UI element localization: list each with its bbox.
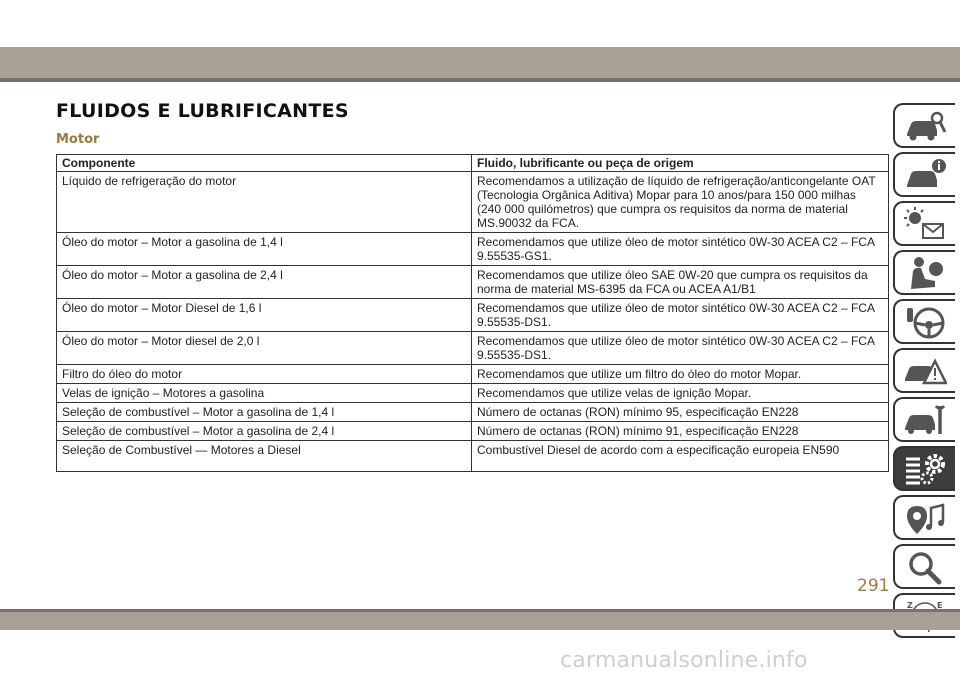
tab-info[interactable] <box>893 152 955 197</box>
table-row <box>57 422 889 441</box>
table-row <box>57 172 889 233</box>
fluid-cell: Número de octanas (RON) mínimo 91, especificação EN228 <box>472 422 889 441</box>
table-row <box>57 365 889 384</box>
page-title: FLUIDOS E LUBRIFICANTES <box>56 100 349 122</box>
tab-driving[interactable] <box>893 299 955 344</box>
table-row <box>57 384 889 403</box>
component-cell: Seleção de combustível – Motor a gasolina de 1,4 l <box>57 403 472 422</box>
page-number: 291 <box>857 576 890 596</box>
warning-light-message-icon <box>903 206 947 242</box>
column-header-component: Componente <box>57 155 472 172</box>
car-wrench-icon <box>903 402 947 438</box>
fluid-cell: Recomendamos que utilize um filtro do óleo do motor Mopar. <box>472 365 889 384</box>
tab-emergency[interactable] <box>893 348 955 393</box>
seat-airbag-icon <box>903 255 947 291</box>
fluid-cell: Combustível Diesel de acordo com a especificação europeia EN590 <box>472 441 889 472</box>
search-icon <box>903 549 947 585</box>
component-cell: Óleo do motor – Motor a gasolina de 2,4 l <box>57 266 472 299</box>
fluids-table <box>56 154 889 472</box>
car-info-icon <box>903 157 947 193</box>
header-band <box>0 47 960 78</box>
fluid-cell: Recomendamos que utilize óleo de motor sintético 0W-30 ACEA C2 – FCA 9.55535-GS1. <box>472 233 889 266</box>
component-cell: Velas de ignição – Motores a gasolina <box>57 384 472 403</box>
svg-text:Z: Z <box>907 600 913 610</box>
specs-gear-icon <box>903 451 947 487</box>
media-navigation-icon <box>903 500 947 536</box>
footer-band <box>0 612 960 630</box>
component-cell: Seleção de Combustível — Motores a Diesel <box>57 441 472 472</box>
table-header-row <box>57 155 889 172</box>
table-row <box>57 441 889 472</box>
fluid-cell: Recomendamos a utilização de líquido de refrigeração/anticongelante OAT (Tecnologia Orgânica Aditiva) Mopar para 10 anos/para 150 000 milhas (240 000 quilómetros) que cumpra os requisitos da norma de material MS.90032 da FCA. <box>472 172 889 233</box>
tab-controls[interactable] <box>893 103 955 148</box>
svg-text:E: E <box>937 600 943 610</box>
fluid-cell: Recomendamos que utilize velas de ignição Mopar. <box>472 384 889 403</box>
car-warning-triangle-icon <box>903 353 947 389</box>
component-cell: Óleo do motor – Motor a gasolina de 1,4 l <box>57 233 472 266</box>
table-row <box>57 403 889 422</box>
fluid-cell: Recomendamos que utilize óleo SAE 0W-20 que cumpra os requisitos da norma de material MS-6395 da FCA ou ACEA A1/B1 <box>472 266 889 299</box>
tab-safety[interactable] <box>893 250 955 295</box>
component-cell: Óleo do motor – Motor diesel de 2,0 l <box>57 332 472 365</box>
fluid-cell: Recomendamos que utilize óleo de motor sintético 0W-30 ACEA C2 – FCA 9.55535-DS1. <box>472 299 889 332</box>
header-divider <box>0 78 960 82</box>
tab-search[interactable] <box>893 544 955 589</box>
chapter-tabs <box>893 103 960 642</box>
component-cell: Filtro do óleo do motor <box>57 365 472 384</box>
component-cell: Seleção de combustível – Motor a gasolina de 2,4 l <box>57 422 472 441</box>
component-cell: Líquido de refrigeração do motor <box>57 172 472 233</box>
tab-multimedia[interactable] <box>893 495 955 540</box>
tab-servicing[interactable] <box>893 397 955 442</box>
tab-warnings[interactable] <box>893 201 955 246</box>
fluid-cell: Número de octanas (RON) mínimo 95, especificação EN228 <box>472 403 889 422</box>
tab-technical-specs[interactable] <box>893 446 955 491</box>
component-cell: Óleo do motor – Motor Diesel de 1,6 l <box>57 299 472 332</box>
table-row <box>57 332 889 365</box>
fluid-cell: Recomendamos que utilize óleo de motor sintético 0W-30 ACEA C2 – FCA 9.55535-DS1. <box>472 332 889 365</box>
steering-wheel-icon <box>903 304 947 340</box>
table-row <box>57 233 889 266</box>
section-subtitle: Motor <box>56 132 100 147</box>
car-key-icon <box>903 108 947 144</box>
column-header-fluid: Fluido, lubrificante ou peça de origem <box>472 155 889 172</box>
watermark: carmanualsonline.info <box>560 648 808 673</box>
table-row <box>57 266 889 299</box>
table-row <box>57 299 889 332</box>
